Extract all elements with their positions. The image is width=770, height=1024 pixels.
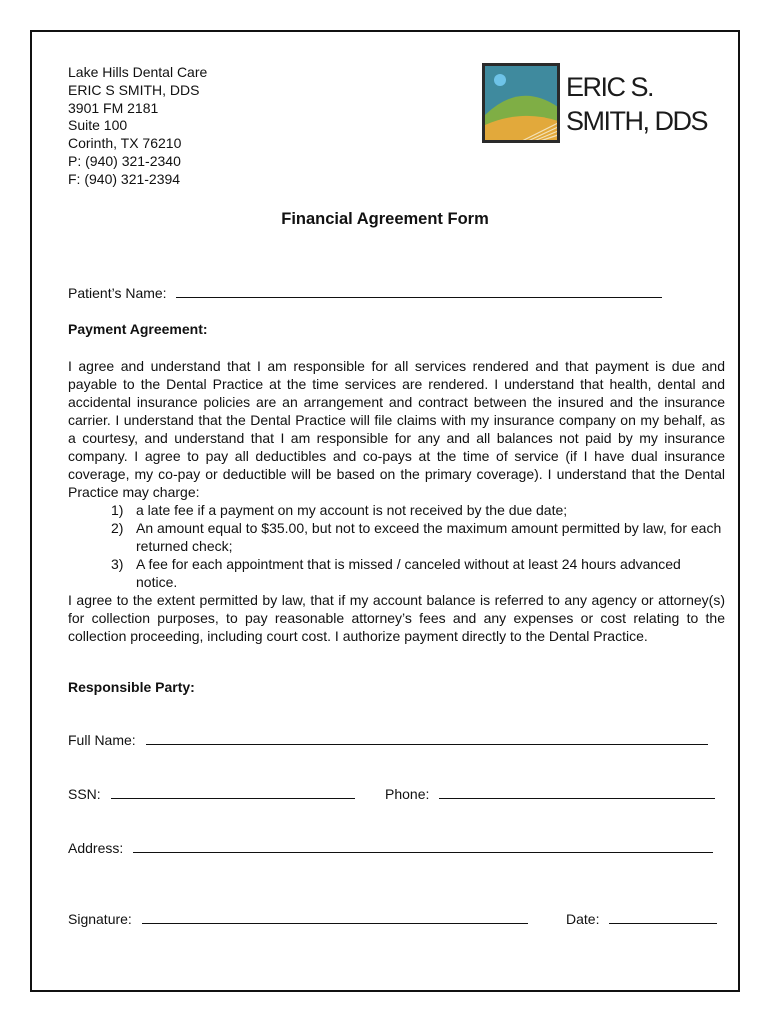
address-line: 3901 FM 2181 <box>68 99 159 116</box>
full-name-field[interactable] <box>146 732 708 745</box>
list-number: 1) <box>111 502 124 518</box>
ssn-row <box>68 786 355 802</box>
address-line: ERIC S SMITH, DDS <box>68 81 200 98</box>
agreement-paragraph: I agree and understand that I am responsible for all services rendered and that payment is due and payable to the Dental Practice at the time services are rendered. I understand that health, dental and accidental insurance policies are an arrangement and contract between the insured and the insurance carrier. I understand that the Dental Practice will file claims with my insurance company on my behalf, as a courtesy, and understand that I am responsible for any and all balances not paid by my insurance company. I agree to pay all deductibles and co-pays at the time of service (if I have dual insurance coverage, my co-pay or deductible will be based on the primary coverage). I understand that the Dental Practice may charge: <box>68 358 725 500</box>
list-text: An amount equal to $35.00, but not to exceed the maximum amount permitted by law, for each returned check; <box>136 520 722 554</box>
full-name-row <box>68 732 708 748</box>
list-number: 3) <box>111 556 124 572</box>
list-text: A fee for each appointment that is missed / canceled without at least 24 hours advanced notice. <box>136 556 681 590</box>
form-title: Financial Agreement Form <box>281 210 489 228</box>
list-text: a late fee if a payment on my account is not received by the due date; <box>136 502 568 518</box>
fax-line: F: (940) 321-2394 <box>68 170 181 187</box>
list-number: 2) <box>111 520 124 536</box>
date-row <box>566 911 717 927</box>
patient-name-row <box>68 285 662 301</box>
logo-line-1: ERIC S. <box>566 72 654 102</box>
date-field[interactable] <box>609 911 717 924</box>
patient-name-label: Patient’s Name: <box>68 285 167 301</box>
list-item <box>68 519 725 555</box>
address-line: Corinth, TX 76210 <box>68 135 182 152</box>
payment-agreement-heading: Payment Agreement: <box>68 321 208 337</box>
phone-field[interactable] <box>439 786 715 799</box>
address-line: Lake Hills Dental Care <box>68 64 208 80</box>
practice-address <box>68 64 207 189</box>
logo-line-2: SMITH, DDS <box>566 106 708 136</box>
signature-label: Signature: <box>68 911 132 927</box>
list-item <box>68 555 725 591</box>
charges-list <box>68 501 725 591</box>
responsible-party-heading: Responsible Party: <box>68 679 195 695</box>
signature-row <box>68 911 528 927</box>
ssn-field[interactable] <box>111 786 355 799</box>
ssn-label: SSN: <box>68 786 101 802</box>
signature-field[interactable] <box>142 911 528 924</box>
patient-name-field[interactable] <box>176 285 662 298</box>
practice-logo-icon <box>482 63 560 143</box>
address-line: Suite 100 <box>68 117 128 134</box>
practice-logo-wordmark <box>566 70 707 138</box>
address-field[interactable] <box>133 840 713 853</box>
full-name-label: Full Name: <box>68 732 136 748</box>
phone-row <box>385 786 715 802</box>
list-item <box>68 501 725 519</box>
address-row <box>68 840 713 856</box>
phone-label: Phone: <box>385 786 430 802</box>
collection-paragraph: I agree to the extent permitted by law, that if my account balance is referred to any agency or attorney(s) for collection purposes, to pay reasonable attorney’s fees and any expenses or cost relating to the collection proceeding, including court cost. I authorize payment directly to the Dental Practice. <box>68 592 725 644</box>
address-label: Address: <box>68 840 124 856</box>
phone-line: P: (940) 321-2340 <box>68 152 181 169</box>
date-label: Date: <box>566 911 600 927</box>
payment-agreement-text <box>68 357 725 501</box>
collection-terms-text <box>68 591 725 645</box>
